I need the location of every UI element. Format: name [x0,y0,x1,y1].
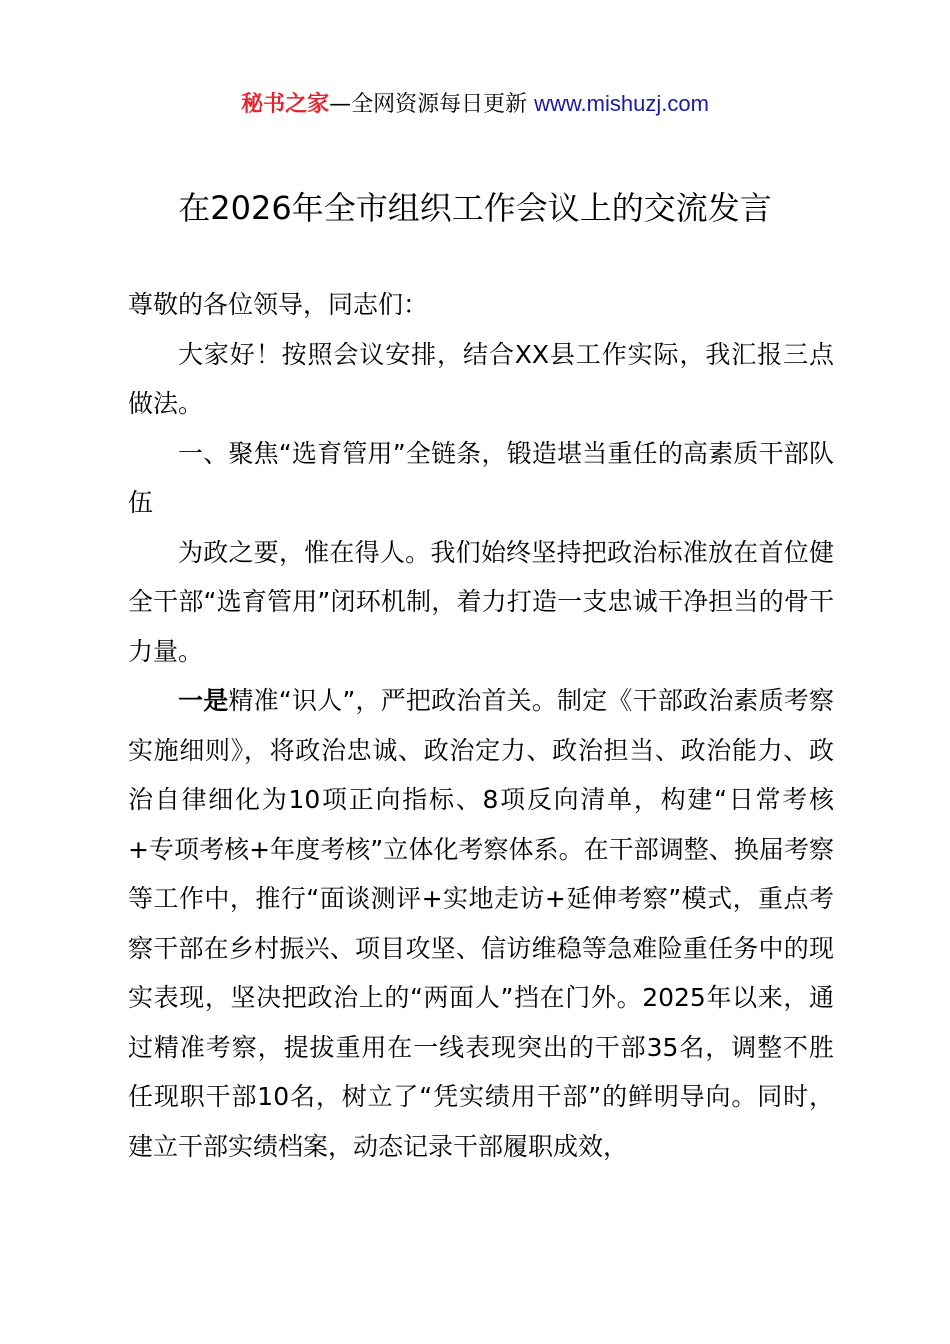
site-header [0,88,950,121]
point-one-paragraph [128,676,834,1171]
document-title: 在2026年全市组织工作会议上的交流发言 [178,189,772,227]
site-url-link[interactable]: www.mishuzj.com [534,91,709,116]
section-intro-paragraph: 为政之要，惟在得人。我们始终坚持把政治标准放在首位健全干部“选育管用”闭环机制，着力打造一支忠诚干净担当的骨干力量。 [128,537,834,666]
site-tagline: —全网资源每日更新 [329,92,528,117]
document-body [128,280,834,1171]
salutation: 尊敬的各位领导，同志们： [128,290,429,319]
point-one-lead: 一是 [178,686,229,715]
site-brand: 秘书之家 [241,92,330,117]
opening-paragraph: 大家好！按照会议安排，结合XX县工作实际，我汇报三点做法。 [128,339,834,418]
point-one-text: 精准“识人”，严把政治首关。制定《干部政治素质考察实施细则》，将政治忠诚、政治定力、政治担当、政治能力、政治自律细化为10项正向指标、8项反向清单，构建“日常考核+专项考核+年度考核”立体化考察体系。在干部调整、换届考察等工作中，推行“面谈测评+实地走访+延伸考察”模式，重点考察干部在乡村振兴、项目攻坚、信访维稳等急难险重任务中的现实表现，坚决把政治上的“两面人”挡在门外。2025年以来，通过精准考察，提拔重用在一线表现突出的干部35名，调整不胜任现职干部10名，树立了“凭实绩用干部”的鲜明导向。同时，建立干部实绩档案，动态记录干部履职成效， [128,686,834,1161]
section-heading: 一、聚焦“选育管用”全链条，锻造堪当重任的高素质干部队伍 [128,438,834,517]
